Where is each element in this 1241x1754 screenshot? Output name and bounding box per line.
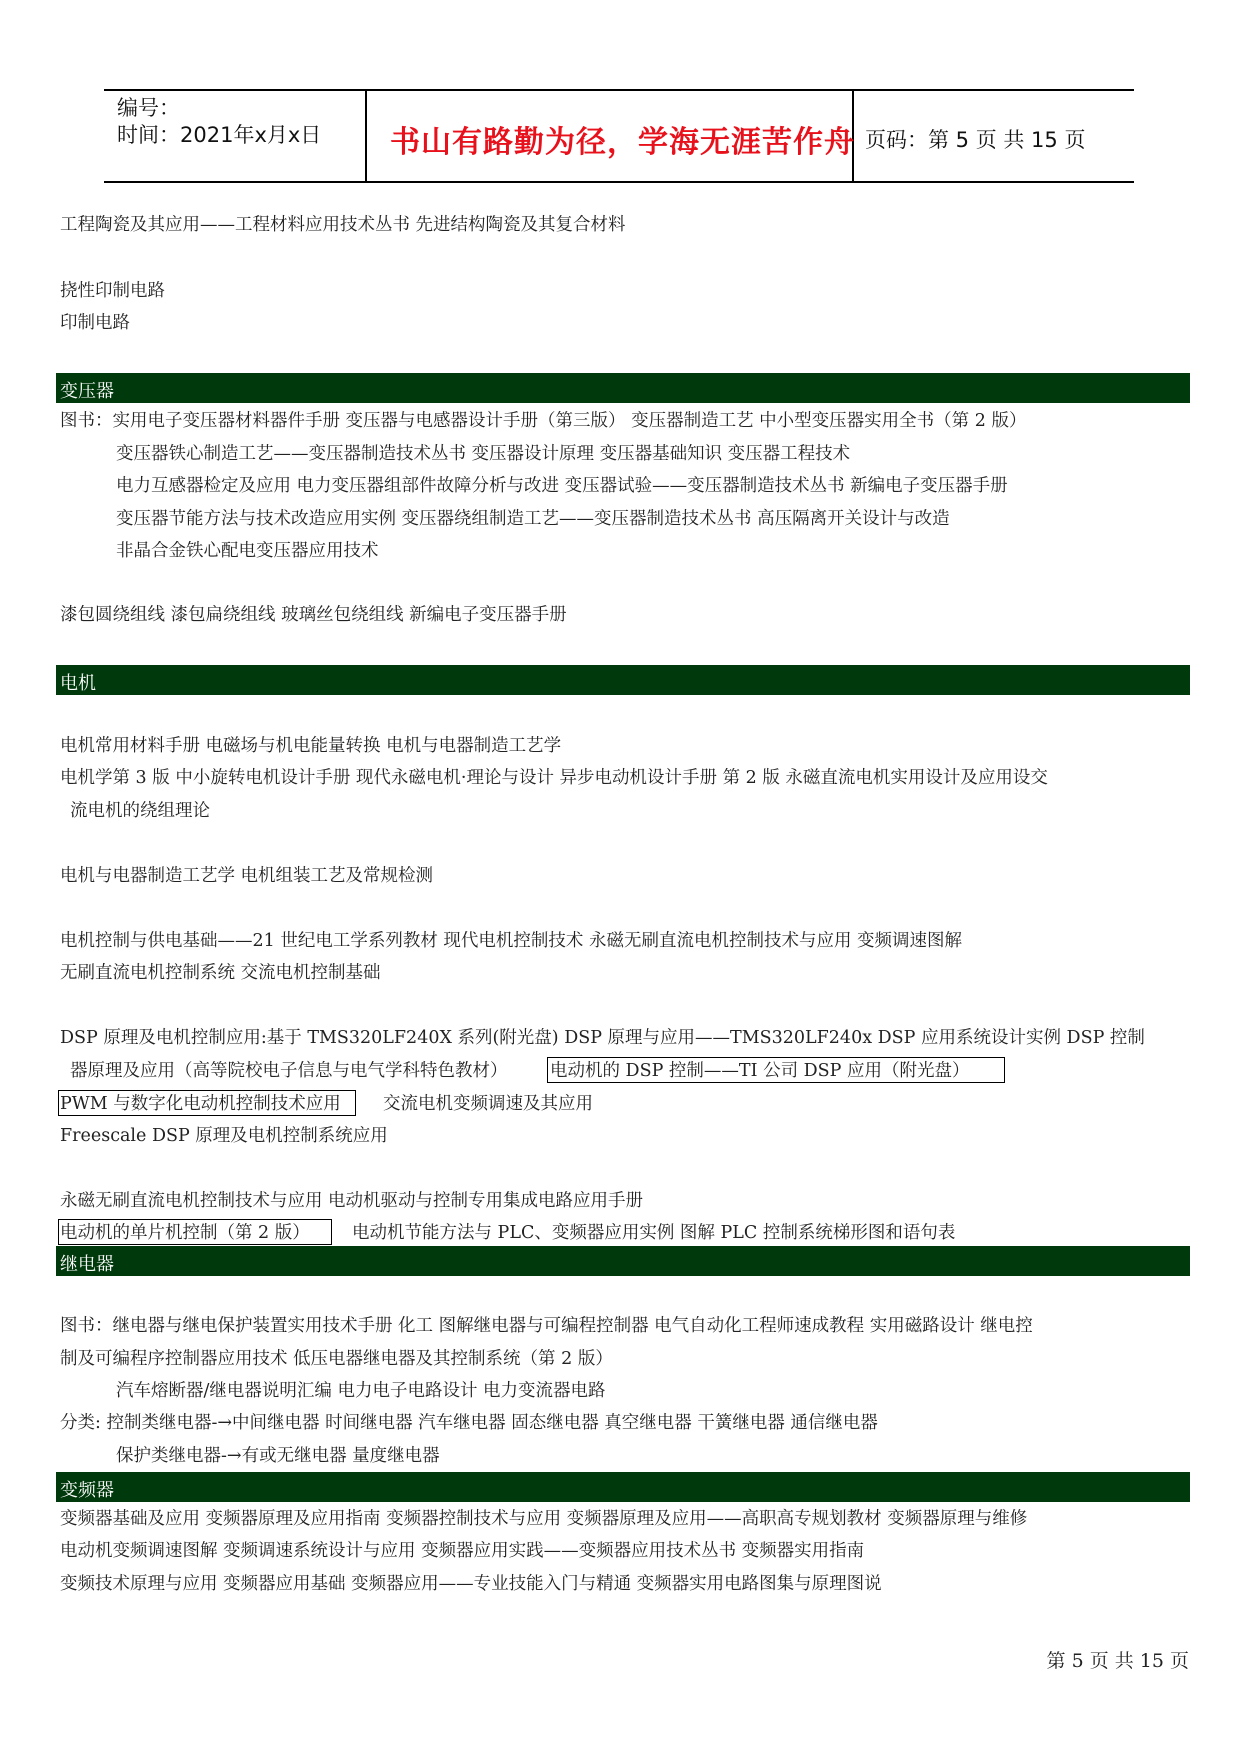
text-line: 电机常用材料手册 电磁场与机电能量转换 电机与电器制造工艺学 bbox=[60, 736, 562, 756]
text-line: 挠性印制电路 bbox=[60, 281, 165, 301]
text-line: 流电机的绕组理论 bbox=[70, 801, 210, 821]
section-heading-transformer bbox=[56, 373, 1190, 403]
text-line: 汽车熔断器/继电器说明汇编 电力电子电路设计 电力变流器电路 bbox=[116, 1381, 606, 1401]
text-line: 分类: 控制类继电器-→中间继电器 时间继电器 汽车继电器 固态继电器 真空继电器 干簧继电器 通信继电器 bbox=[60, 1413, 878, 1433]
text-line: 非晶合金铁心配电变压器应用技术 bbox=[116, 541, 379, 561]
text-line: 永磁无刷直流电机控制技术与应用 电动机驱动与控制专用集成电路应用手册 bbox=[60, 1191, 644, 1211]
text-line: 电动机变频调速图解 变频调速系统设计与应用 变频器应用实践——变频器应用技术丛书 变频器实用指南 bbox=[60, 1541, 865, 1561]
header-top-rule bbox=[104, 89, 1134, 91]
text-line: 图书：实用电子变压器材料器件手册 变压器与电感器设计手册（第三版） 变压器制造工艺 中小型变压器实用全书（第 2 版） bbox=[60, 411, 1027, 431]
section-heading-label: 继电器 bbox=[60, 1254, 114, 1275]
text-line: 电动机的 DSP 控制——TI 公司 DSP 应用（附光盘） bbox=[550, 1061, 970, 1081]
text-line: Freescale DSP 原理及电机控制系统应用 bbox=[60, 1126, 388, 1146]
text-line: 电机与电器制造工艺学 电机组装工艺及常规检测 bbox=[60, 866, 434, 886]
text-line: 电机学第 3 版 中小旋转电机设计手册 现代永磁电机·理论与设计 异步电动机设计手册 第 2 版 永磁直流电机实用设计及应用设交 bbox=[60, 768, 1048, 788]
section-heading-inverter bbox=[56, 1472, 1190, 1502]
time-label: 时间：2021年x月x日 bbox=[117, 123, 322, 147]
text-line: 电动机节能方法与 PLC、变频器应用实例 图解 PLC 控制系统梯形图和语句表 bbox=[352, 1223, 956, 1243]
section-heading-label: 变压器 bbox=[60, 381, 114, 402]
page-footer: 第 5 页 共 15 页 bbox=[1046, 1650, 1189, 1672]
text-line: 保护类继电器-→有或无继电器 量度继电器 bbox=[116, 1446, 440, 1466]
text-line: 变压器铁心制造工艺——变压器制造技术丛书 变压器设计原理 变压器基础知识 变压器工程技术 bbox=[116, 444, 851, 464]
section-heading-relay bbox=[56, 1246, 1190, 1276]
text-line: 制及可编程序控制器应用技术 低压电器继电器及其控制系统（第 2 版） bbox=[60, 1349, 613, 1369]
section-heading-motor bbox=[56, 665, 1190, 695]
text-line: 电力互感器检定及应用 电力变压器组部件故障分析与改进 变压器试验——变压器制造技术丛书 新编电子变压器手册 bbox=[116, 476, 1008, 496]
text-line: 印制电路 bbox=[60, 313, 130, 333]
section-heading-label: 电机 bbox=[60, 673, 96, 694]
text-line: 变压器节能方法与技术改造应用实例 变压器绕组制造工艺——变压器制造技术丛书 高压隔离开关设计与改造 bbox=[116, 509, 950, 529]
serial-label: 编号： bbox=[117, 96, 180, 120]
text-line: 工程陶瓷及其应用——工程材料应用技术丛书 先进结构陶瓷及其复合材料 bbox=[60, 215, 626, 235]
text-line: 电动机的单片机控制（第 2 版） bbox=[60, 1223, 310, 1243]
text-line: DSP 原理及电机控制应用:基于 TMS320LF240X 系列(附光盘) DSP 原理与应用——TMS320LF240x DSP 应用系统设计实例 DSP 控制 bbox=[60, 1028, 1145, 1048]
section-heading-label: 变频器 bbox=[60, 1480, 114, 1501]
text-line: 交流电机变频调速及其应用 bbox=[383, 1094, 593, 1114]
text-line: PWM 与数字化电动机控制技术应用 bbox=[60, 1094, 341, 1114]
header-motto: 书山有路勤为径，学海无涯苦作舟 bbox=[390, 125, 855, 160]
text-line: 图书：继电器与继电保护装置实用技术手册 化工 图解继电器与可编程控制器 电气自动化工程师速成教程 实用磁路设计 继电控 bbox=[60, 1316, 1033, 1336]
text-line: 无刷直流电机控制系统 交流电机控制基础 bbox=[60, 963, 381, 983]
text-line: 漆包圆绕组线 漆包扁绕组线 玻璃丝包绕组线 新编电子变压器手册 bbox=[60, 605, 567, 625]
text-line: 变频器基础及应用 变频器原理及应用指南 变频器控制技术与应用 变频器原理及应用——高职高专规划教材 变频器原理与维修 bbox=[60, 1509, 1028, 1529]
text-line: 器原理及应用（高等院校电子信息与电气学科特色教材） bbox=[70, 1061, 508, 1081]
header-divider-left bbox=[365, 89, 367, 182]
text-line: 变频技术原理与应用 变频器应用基础 变频器应用——专业技能入门与精通 变频器实用电路图集与原理图说 bbox=[60, 1574, 882, 1594]
header-bottom-rule bbox=[104, 181, 1134, 183]
page-label: 页码：第 5 页 共 15 页 bbox=[865, 128, 1086, 152]
text-line: 电机控制与供电基础——21 世纪电工学系列教材 现代电机控制技术 永磁无刷直流电机控制技术与应用 变频调速图解 bbox=[60, 931, 963, 951]
